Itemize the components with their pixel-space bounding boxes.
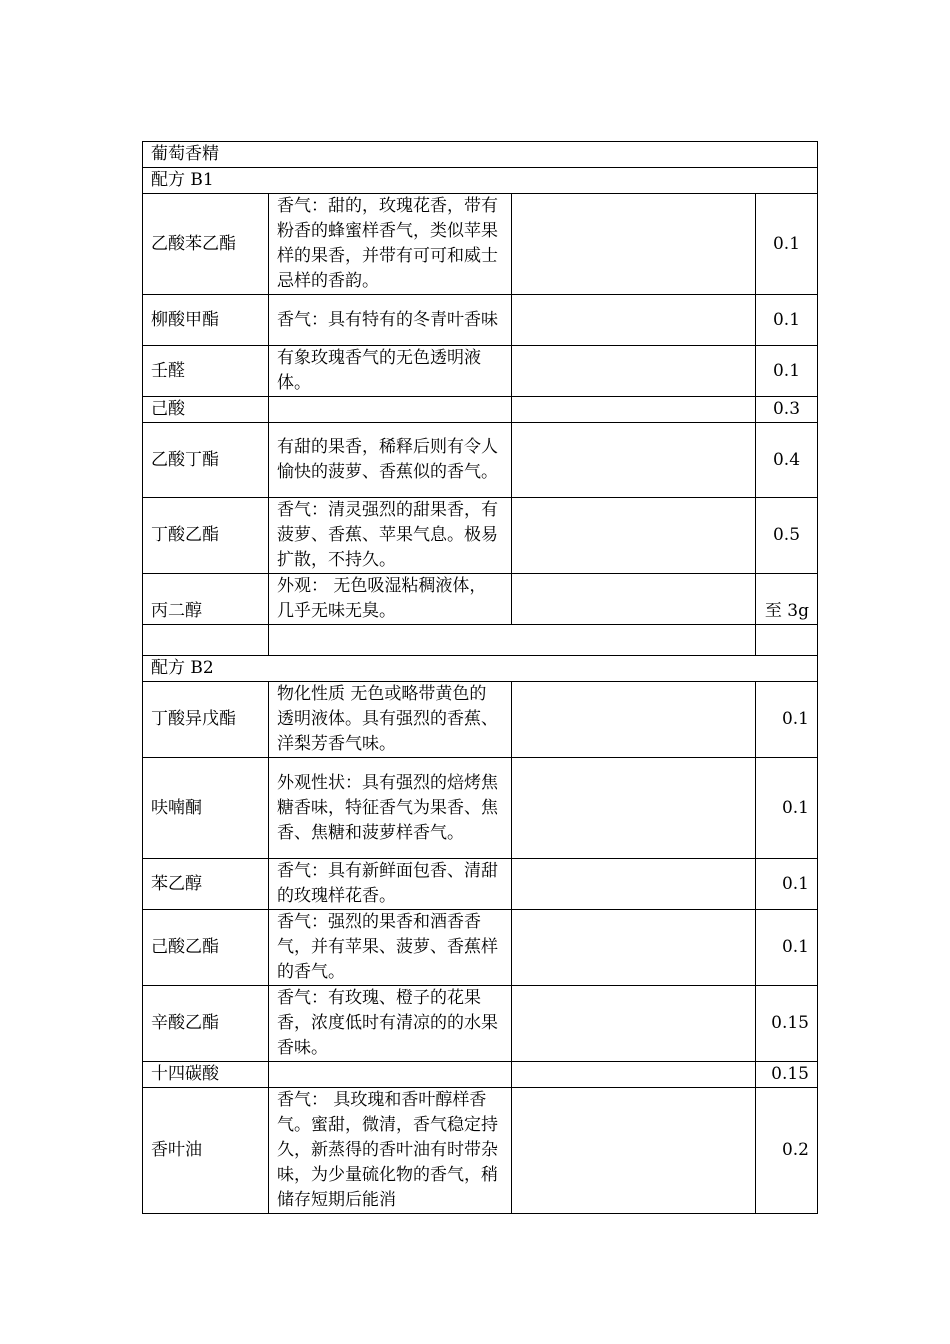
- ingredient-note: [512, 682, 756, 758]
- ingredient-description: 香气：具有特有的冬青叶香味: [269, 295, 512, 346]
- table-title: 葡萄香精: [143, 142, 818, 168]
- ingredient-note: [512, 346, 756, 397]
- table-row: [143, 859, 818, 910]
- ingredient-description: 外观性状：具有强烈的焙烤焦糖香味，特征香气为果香、焦香、焦糖和菠萝样香气。: [269, 758, 512, 859]
- table-row: [143, 498, 818, 574]
- table-row: [143, 910, 818, 986]
- formula-table: [142, 141, 818, 1214]
- ingredient-name: 壬醛: [143, 346, 269, 397]
- ingredient-note: [512, 986, 756, 1062]
- empty-row: [143, 625, 818, 656]
- ingredient-note: [512, 574, 756, 625]
- ingredient-note: [512, 423, 756, 498]
- ingredient-note: [512, 397, 756, 423]
- ingredient-name: 己酸乙酯: [143, 910, 269, 986]
- ingredient-name: 丁酸乙酯: [143, 498, 269, 574]
- ingredient-description: [269, 397, 512, 423]
- ingredient-amount: 0.2: [756, 1088, 818, 1214]
- ingredient-description: [269, 1062, 512, 1088]
- ingredient-description: 香气：具有新鲜面包香、清甜的玫瑰样花香。: [269, 859, 512, 910]
- ingredient-amount: 至 3g: [756, 574, 818, 625]
- ingredient-description: 香气：有玫瑰、橙子的花果香，浓度低时有清凉的的水果香味。: [269, 986, 512, 1062]
- ingredient-name: 苯乙醇: [143, 859, 269, 910]
- ingredient-amount: 0.1: [756, 910, 818, 986]
- table-row: [143, 986, 818, 1062]
- ingredient-description: 物化性质 无色或略带黄色的透明液体。具有强烈的香蕉、洋梨芳香气味。: [269, 682, 512, 758]
- table-row: [143, 574, 818, 625]
- ingredient-name: 辛酸乙酯: [143, 986, 269, 1062]
- ingredient-description: 有象玫瑰香气的无色透明液体。: [269, 346, 512, 397]
- ingredient-description: 香气：清灵强烈的甜果香，有菠萝、香蕉、苹果气息。极易扩散，不持久。: [269, 498, 512, 574]
- ingredient-name: 乙酸苯乙酯: [143, 194, 269, 295]
- ingredient-description: 香气： 具玫瑰和香叶醇样香气。蜜甜，微清，香气稳定持久，新蒸得的香叶油有时带杂味，为少量硫化物的香气，稍储存短期后能消: [269, 1088, 512, 1214]
- ingredient-description: 香气：甜的，玫瑰花香，带有粉香的蜂蜜样香气，类似苹果样的果香，并带有可可和威士忌样的香韵。: [269, 194, 512, 295]
- ingredient-note: [512, 758, 756, 859]
- table-row: [143, 1088, 818, 1214]
- ingredient-note: [512, 859, 756, 910]
- ingredient-note: [512, 910, 756, 986]
- table-row: [143, 295, 818, 346]
- ingredient-note: [512, 194, 756, 295]
- ingredient-description: 有甜的果香，稀释后则有令人愉快的菠萝、香蕉似的香气。: [269, 423, 512, 498]
- ingredient-amount: 0.1: [756, 859, 818, 910]
- table-row: [143, 1062, 818, 1088]
- ingredient-amount: 0.1: [756, 194, 818, 295]
- ingredient-note: [512, 295, 756, 346]
- ingredient-note: [512, 498, 756, 574]
- ingredient-amount: 0.1: [756, 346, 818, 397]
- ingredient-amount: 0.1: [756, 295, 818, 346]
- ingredient-amount: 0.3: [756, 397, 818, 423]
- ingredient-name: 乙酸丁酯: [143, 423, 269, 498]
- ingredient-note: [512, 1062, 756, 1088]
- empty-cell: [269, 625, 756, 656]
- ingredient-amount: 0.15: [756, 986, 818, 1062]
- ingredient-name: 丁酸异戊酯: [143, 682, 269, 758]
- ingredient-name: 呋喃酮: [143, 758, 269, 859]
- ingredient-amount: 0.5: [756, 498, 818, 574]
- ingredient-amount: 0.15: [756, 1062, 818, 1088]
- title-row: [143, 142, 818, 168]
- section-row-b1: [143, 168, 818, 194]
- section-label-b1: 配方 B1: [143, 168, 818, 194]
- empty-cell: [143, 625, 269, 656]
- ingredient-name: 香叶油: [143, 1088, 269, 1214]
- ingredient-amount: 0.1: [756, 758, 818, 859]
- ingredient-name: 丙二醇: [143, 574, 269, 625]
- table-row: [143, 194, 818, 295]
- table-row: [143, 346, 818, 397]
- ingredient-name: 柳酸甲酯: [143, 295, 269, 346]
- table-row: [143, 397, 818, 423]
- ingredient-note: [512, 1088, 756, 1214]
- ingredient-name: 十四碳酸: [143, 1062, 269, 1088]
- section-row-b2: [143, 656, 818, 682]
- empty-cell: [756, 625, 818, 656]
- ingredient-amount: 0.1: [756, 682, 818, 758]
- table-row: [143, 682, 818, 758]
- section-label-b2: 配方 B2: [143, 656, 818, 682]
- ingredient-description: 外观： 无色吸湿粘稠液体，几乎无味无臭。: [269, 574, 512, 625]
- table-row: [143, 758, 818, 859]
- ingredient-description: 香气：强烈的果香和酒香香气，并有苹果、菠萝、香蕉样的香气。: [269, 910, 512, 986]
- ingredient-amount: 0.4: [756, 423, 818, 498]
- ingredient-name: 己酸: [143, 397, 269, 423]
- table-row: [143, 423, 818, 498]
